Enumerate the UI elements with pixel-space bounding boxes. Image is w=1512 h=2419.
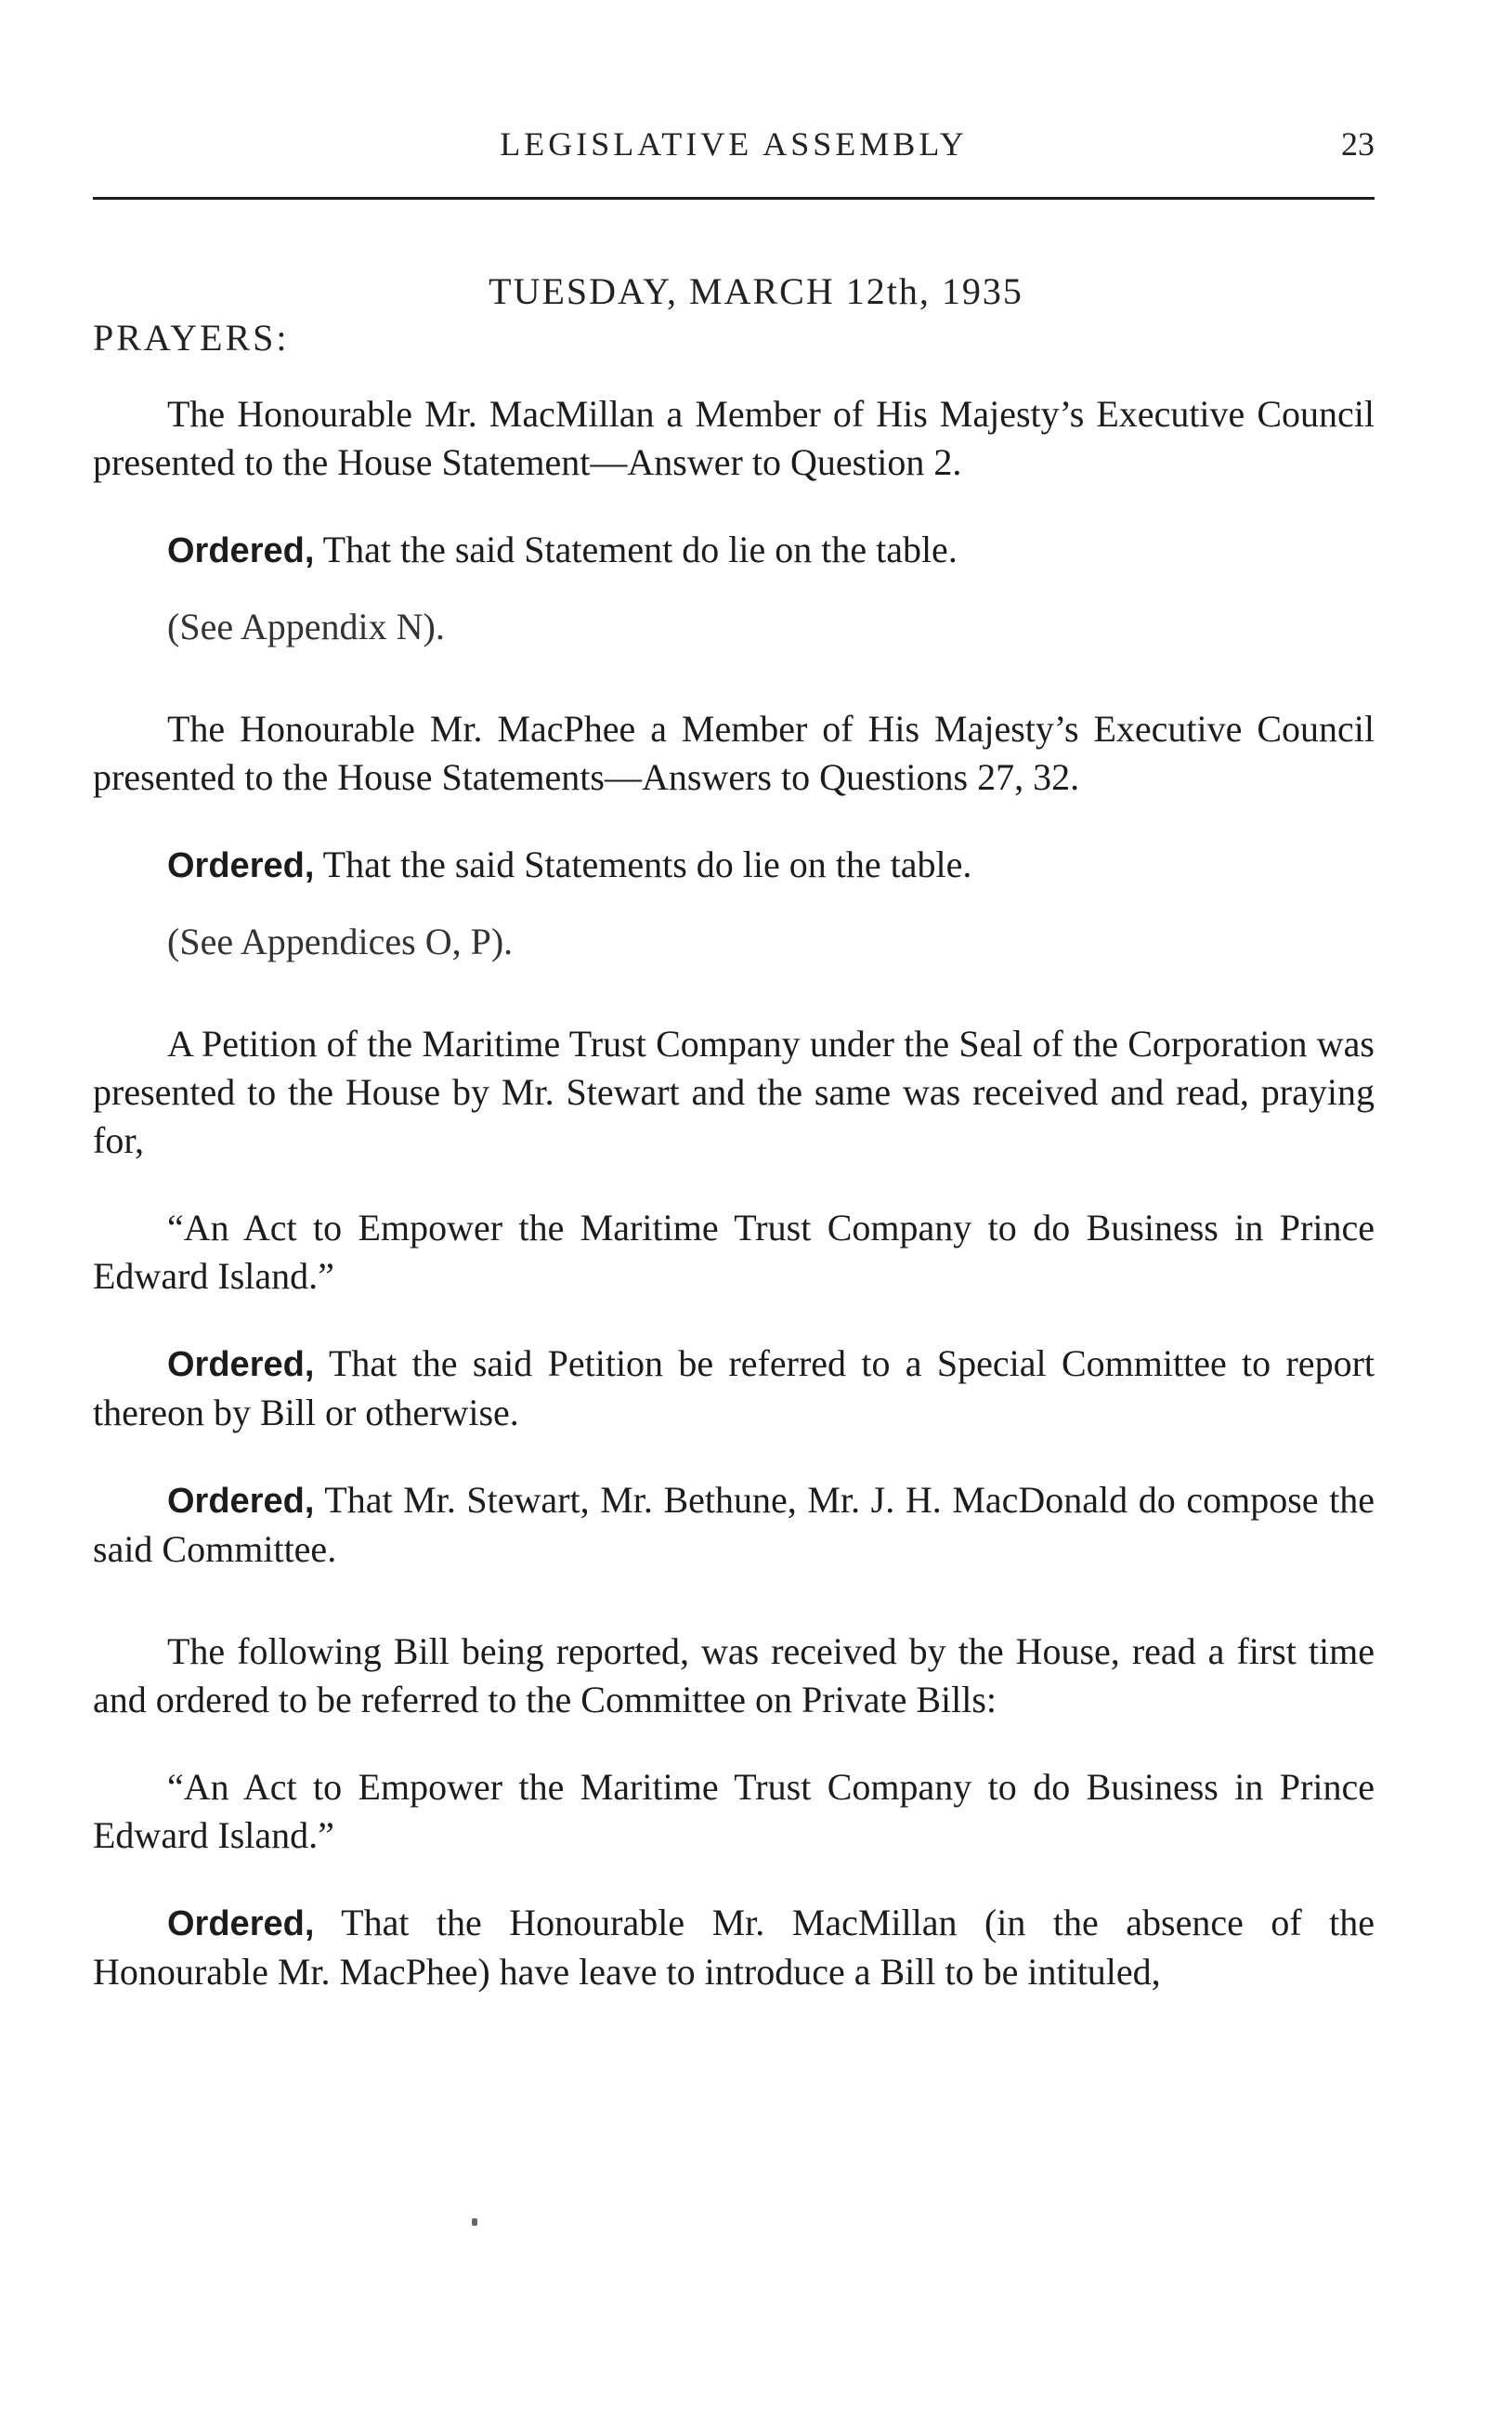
ordered-label: Ordered, bbox=[167, 846, 315, 885]
appendix-reference bbox=[93, 603, 1375, 651]
page-number: 23 bbox=[1341, 125, 1375, 163]
paragraph-ordered bbox=[93, 1899, 1375, 1996]
header-rule bbox=[93, 197, 1375, 200]
paragraph-act-title bbox=[93, 1204, 1375, 1301]
paragraph-text: The Honourable Mr. MacMillan a Member of His Majesty’s Executive Council presented to the House Statement—Answer to Question 2. bbox=[93, 393, 1375, 483]
paragraph-ordered bbox=[93, 1340, 1375, 1437]
sitting-date: TUESDAY, MARCH 12th, 1935 bbox=[489, 270, 1023, 312]
paragraph-text: That Mr. Stewart, Mr. Bethune, Mr. J. H. MacDonald do compose the said Committee. bbox=[93, 1479, 1375, 1570]
paragraph-text: A Petition of the Maritime Trust Company under the Seal of the Corporation was presented to the House by Mr. Stewart and the same was received and read, praying for, bbox=[93, 1023, 1375, 1161]
paragraph-ordered bbox=[93, 526, 1375, 575]
paragraph-ordered bbox=[93, 841, 1375, 890]
appendix-reference bbox=[93, 918, 1375, 966]
paragraph-act-title bbox=[93, 1763, 1375, 1860]
ordered-label: Ordered, bbox=[167, 1345, 315, 1384]
paragraph-text: The Honourable Mr. MacPhee a Member of His Majesty’s Executive Council presented to the House Statements—Answers to Questions 27, 32. bbox=[93, 708, 1375, 798]
paragraph-statement-macmillan bbox=[93, 390, 1375, 487]
paragraph-text: The following Bill being reported, was received by the House, read a first time and ordered to be referred to the Committee on Private Bills: bbox=[93, 1630, 1375, 1720]
document-body bbox=[93, 390, 1375, 1996]
paragraph-text: “An Act to Empower the Maritime Trust Company to do Business in Prince Edward Island.” bbox=[93, 1207, 1375, 1297]
paragraph-text: “An Act to Empower the Maritime Trust Company to do Business in Prince Edward Island.” bbox=[93, 1766, 1375, 1856]
print-speck bbox=[472, 2218, 477, 2226]
ordered-label: Ordered, bbox=[167, 1482, 315, 1521]
paragraph-text: That the said Statement do lie on the table. bbox=[314, 529, 958, 570]
ordered-label: Ordered, bbox=[167, 531, 315, 570]
paragraph-text: (See Appendices O, P). bbox=[167, 921, 514, 962]
paragraph-bill-reported bbox=[93, 1628, 1375, 1724]
running-title: LEGISLATIVE ASSEMBLY bbox=[500, 125, 968, 163]
paragraph-statements-macphee bbox=[93, 705, 1375, 802]
page-header bbox=[93, 124, 1375, 180]
paragraph-petition bbox=[93, 1020, 1375, 1165]
paragraph-ordered bbox=[93, 1476, 1375, 1574]
paragraph-text: That the said Statements do lie on the table. bbox=[314, 843, 972, 885]
paragraph-text: That the Honourable Mr. MacMillan (in the absence of the Honourable Mr. MacPhee) have leave to introduce a Bill to be intituled, bbox=[93, 1902, 1375, 1993]
prayers-heading: PRAYERS: bbox=[93, 317, 290, 359]
paragraph-text: (See Appendix N). bbox=[167, 606, 445, 647]
paragraph-text: That the said Petition be referred to a Special Committee to report thereon by Bill or otherwise. bbox=[93, 1342, 1375, 1433]
ordered-label: Ordered, bbox=[167, 1904, 315, 1943]
